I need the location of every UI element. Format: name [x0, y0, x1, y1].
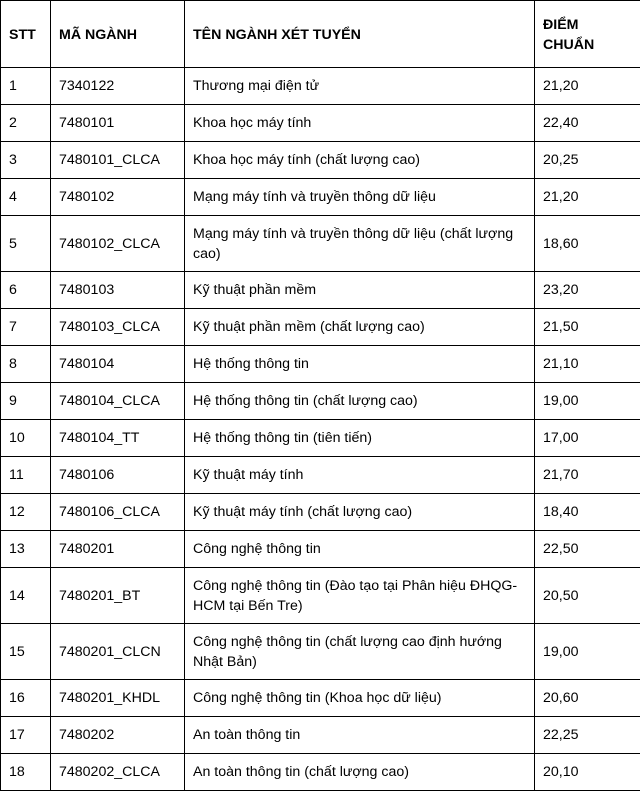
table-row: [1, 142, 640, 179]
header-name: TÊN NGÀNH XÉT TUYỂN: [185, 1, 535, 68]
cell-score: 21,50: [535, 309, 640, 346]
header-score-line2: CHUẨN: [543, 37, 595, 53]
cell-name: Thương mại điện tử: [185, 68, 535, 105]
cell-score: 21,70: [535, 457, 640, 494]
table-row: [1, 383, 640, 420]
cell-name: Công nghệ thông tin (Đào tạo tại Phân hiệu ĐHQG-HCM tại Bến Tre): [185, 568, 535, 624]
header-row: [1, 1, 640, 68]
cell-stt: 4: [1, 179, 51, 216]
header-score: [535, 1, 640, 68]
table-row: [1, 754, 640, 791]
cell-code: 7480102_CLCA: [51, 216, 185, 272]
cell-stt: 1: [1, 68, 51, 105]
cell-code: 7340122: [51, 68, 185, 105]
cell-stt: 13: [1, 531, 51, 568]
table-row: [1, 179, 640, 216]
cell-score: 18,60: [535, 216, 640, 272]
table-row: [1, 216, 640, 272]
cell-code: 7480103_CLCA: [51, 309, 185, 346]
cell-name: Kỹ thuật phần mềm (chất lượng cao): [185, 309, 535, 346]
table-row: [1, 717, 640, 754]
cell-name: Hệ thống thông tin (tiên tiến): [185, 420, 535, 457]
table-body: [1, 68, 640, 791]
cell-code: 7480202: [51, 717, 185, 754]
header-stt: STT: [1, 1, 51, 68]
cell-score: 20,10: [535, 754, 640, 791]
cell-score: 20,25: [535, 142, 640, 179]
cell-code: 7480102: [51, 179, 185, 216]
cell-stt: 15: [1, 624, 51, 680]
cell-score: 23,20: [535, 272, 640, 309]
table-row: [1, 420, 640, 457]
table-row: [1, 494, 640, 531]
cell-score: 21,10: [535, 346, 640, 383]
table-row: [1, 272, 640, 309]
header-code: MÃ NGÀNH: [51, 1, 185, 68]
cell-stt: 7: [1, 309, 51, 346]
cell-stt: 17: [1, 717, 51, 754]
header-score-line1: ĐIỂM: [543, 17, 579, 33]
cell-stt: 14: [1, 568, 51, 624]
cell-code: 7480104_TT: [51, 420, 185, 457]
cell-score: 22,50: [535, 531, 640, 568]
cell-name: Công nghệ thông tin: [185, 531, 535, 568]
cell-name: Kỹ thuật máy tính: [185, 457, 535, 494]
cell-name: Kỹ thuật phần mềm: [185, 272, 535, 309]
cell-code: 7480201: [51, 531, 185, 568]
cell-score: 22,40: [535, 105, 640, 142]
cell-score: 21,20: [535, 68, 640, 105]
cell-code: 7480104: [51, 346, 185, 383]
cell-name: An toàn thông tin (chất lượng cao): [185, 754, 535, 791]
cell-name: Mạng máy tính và truyền thông dữ liệu (chất lượng cao): [185, 216, 535, 272]
cell-name: Hệ thống thông tin (chất lượng cao): [185, 383, 535, 420]
table-row: [1, 68, 640, 105]
cell-score: 22,25: [535, 717, 640, 754]
cell-score: 21,20: [535, 179, 640, 216]
table-row: [1, 680, 640, 717]
cell-score: 20,60: [535, 680, 640, 717]
cell-score: 19,00: [535, 383, 640, 420]
table-row: [1, 309, 640, 346]
cell-score: 19,00: [535, 624, 640, 680]
cell-code: 7480201_KHDL: [51, 680, 185, 717]
cell-stt: 8: [1, 346, 51, 383]
cell-code: 7480103: [51, 272, 185, 309]
cell-score: 17,00: [535, 420, 640, 457]
cell-code: 7480101_CLCA: [51, 142, 185, 179]
cell-stt: 5: [1, 216, 51, 272]
cell-stt: 12: [1, 494, 51, 531]
table-row: [1, 105, 640, 142]
cell-stt: 10: [1, 420, 51, 457]
cell-name: Kỹ thuật máy tính (chất lượng cao): [185, 494, 535, 531]
cell-stt: 18: [1, 754, 51, 791]
cell-name: Công nghệ thông tin (chất lượng cao định hướng Nhật Bản): [185, 624, 535, 680]
table-row: [1, 531, 640, 568]
cell-stt: 11: [1, 457, 51, 494]
cell-stt: 16: [1, 680, 51, 717]
cell-code: 7480101: [51, 105, 185, 142]
cell-name: Mạng máy tính và truyền thông dữ liệu: [185, 179, 535, 216]
cell-code: 7480106: [51, 457, 185, 494]
cell-code: 7480201_BT: [51, 568, 185, 624]
cell-score: 20,50: [535, 568, 640, 624]
cell-score: 18,40: [535, 494, 640, 531]
cell-name: Khoa học máy tính: [185, 105, 535, 142]
cell-name: Khoa học máy tính (chất lượng cao): [185, 142, 535, 179]
table-row: [1, 624, 640, 680]
table-row: [1, 457, 640, 494]
cell-stt: 3: [1, 142, 51, 179]
cell-name: An toàn thông tin: [185, 717, 535, 754]
cell-stt: 2: [1, 105, 51, 142]
table-header: [1, 1, 640, 68]
table-row: [1, 568, 640, 624]
cell-code: 7480104_CLCA: [51, 383, 185, 420]
table-row: [1, 346, 640, 383]
cell-stt: 6: [1, 272, 51, 309]
cell-code: 7480202_CLCA: [51, 754, 185, 791]
cell-stt: 9: [1, 383, 51, 420]
cell-name: Hệ thống thông tin: [185, 346, 535, 383]
cell-name: Công nghệ thông tin (Khoa học dữ liệu): [185, 680, 535, 717]
cell-code: 7480106_CLCA: [51, 494, 185, 531]
cell-code: 7480201_CLCN: [51, 624, 185, 680]
